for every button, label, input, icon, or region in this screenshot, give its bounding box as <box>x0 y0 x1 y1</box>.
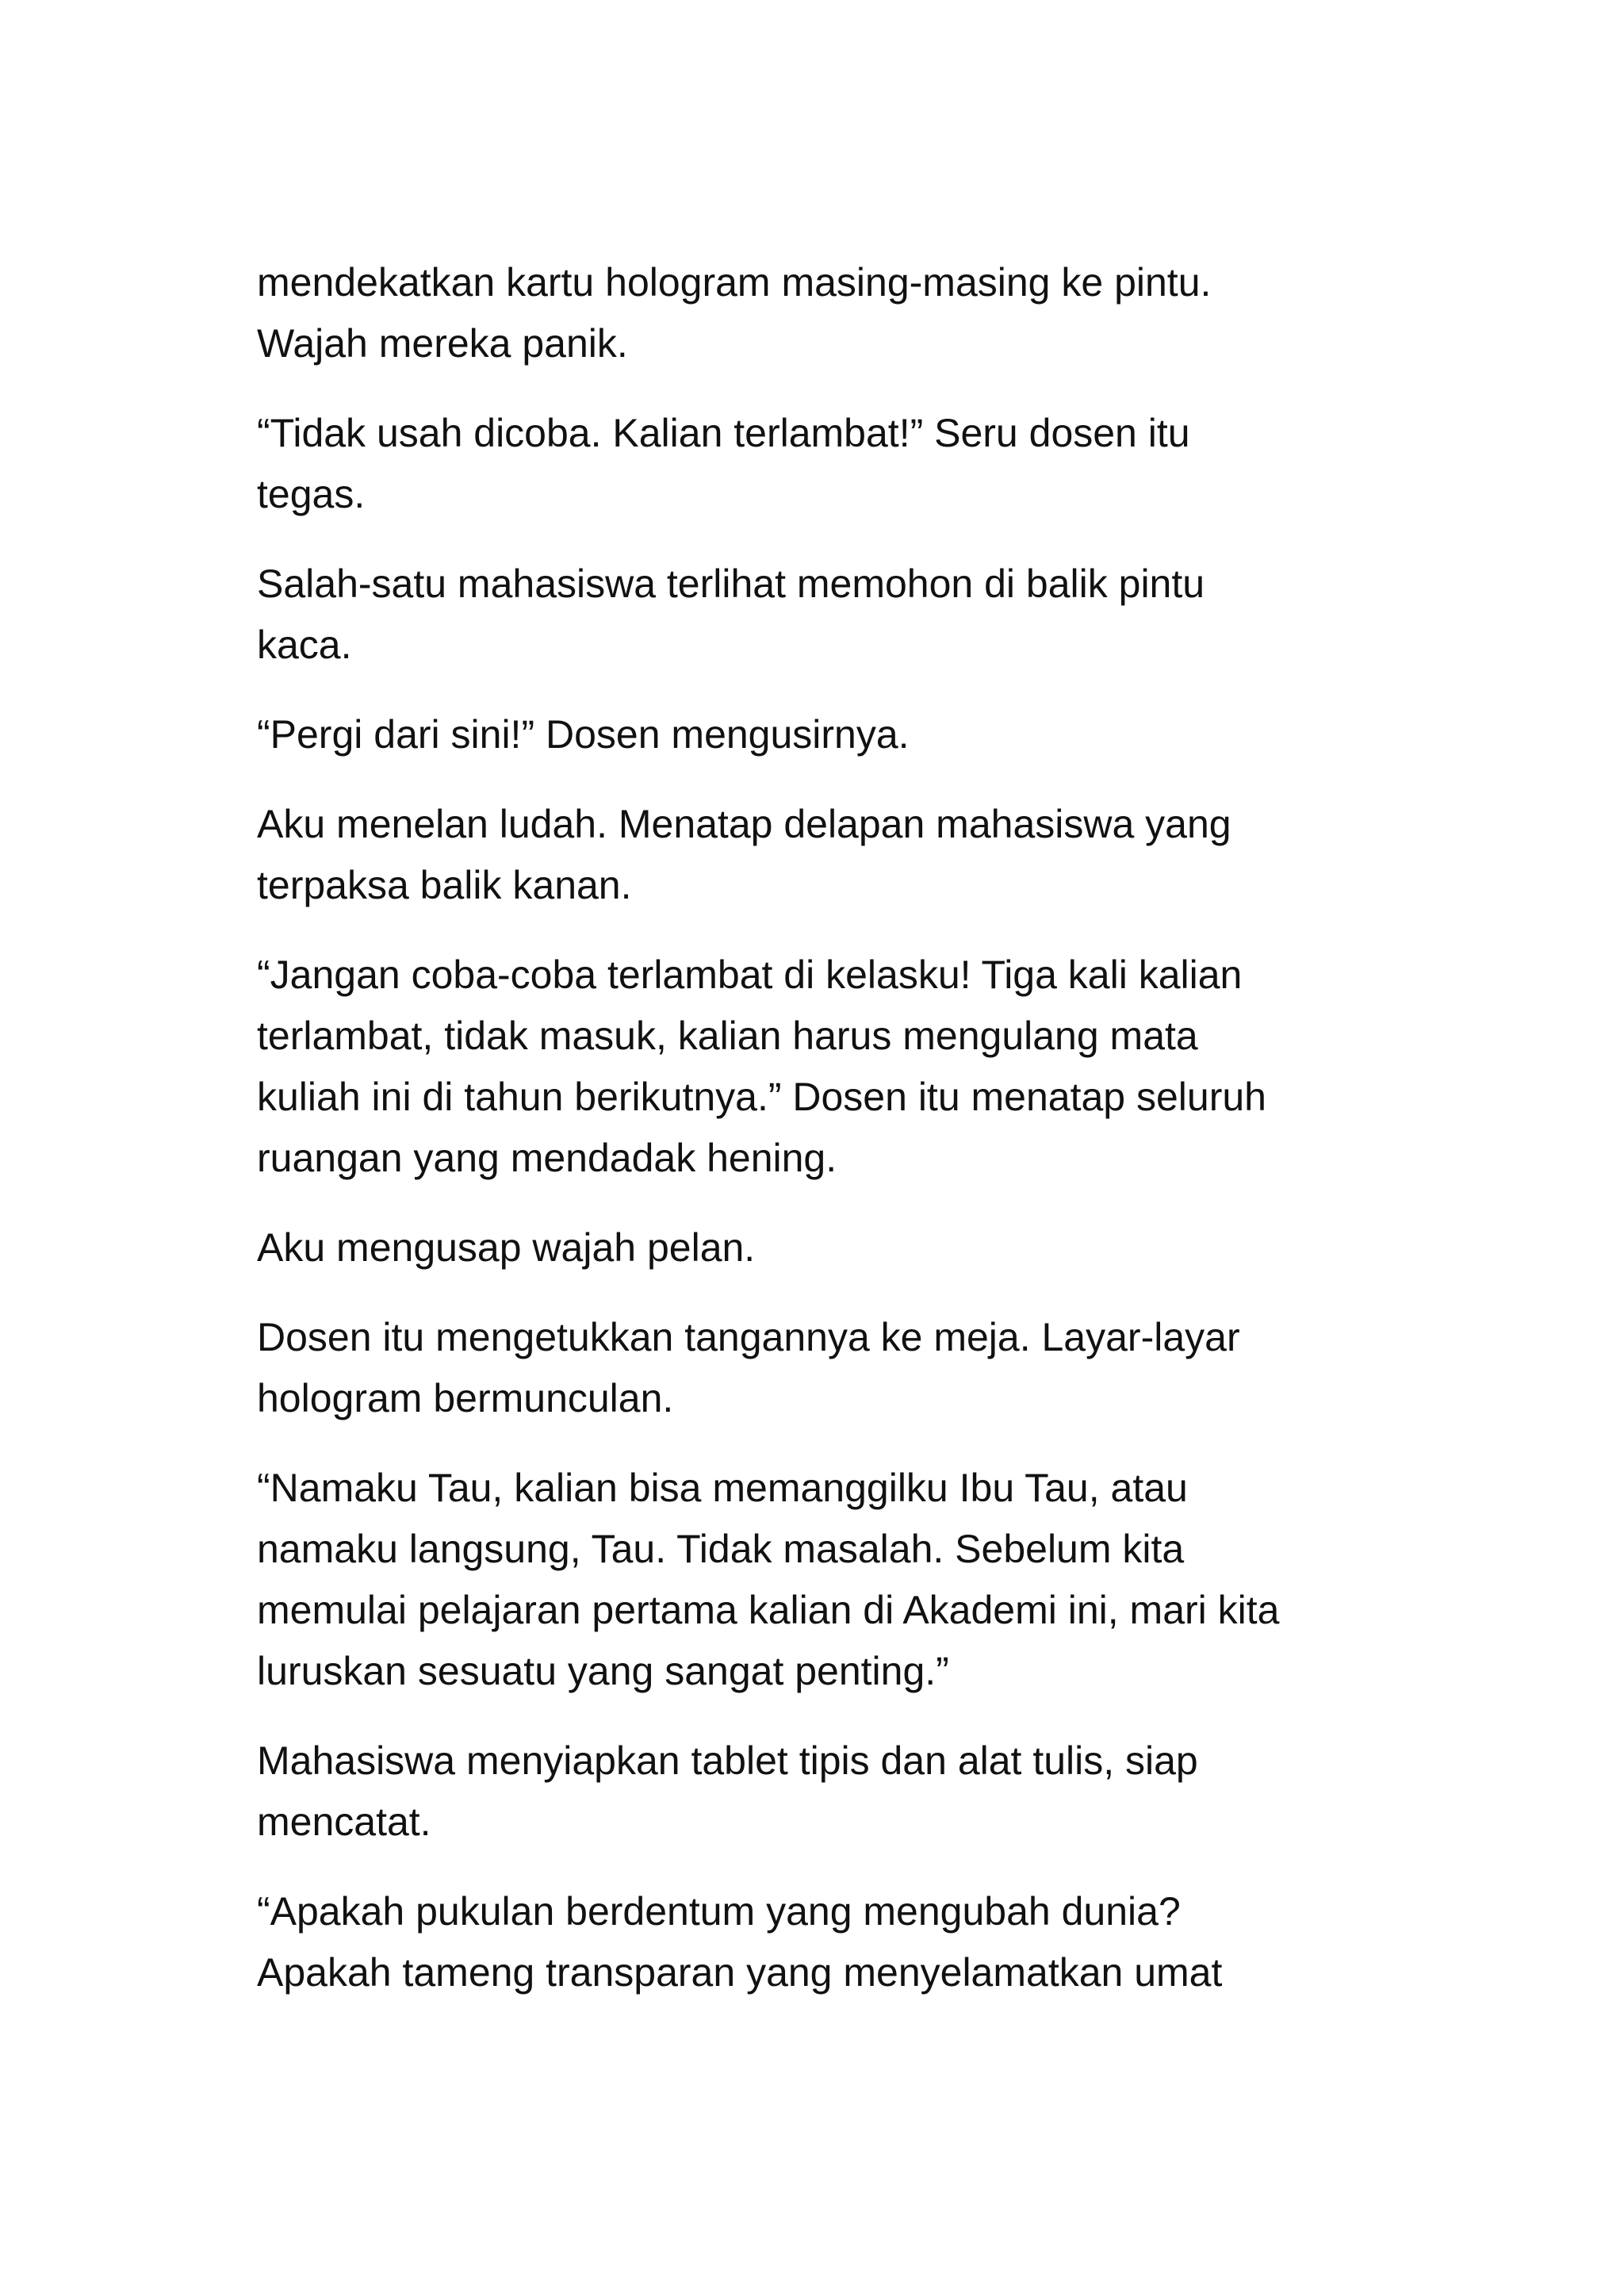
paragraph <box>257 704 1399 765</box>
text-line: kuliah ini di tahun berikutnya.” Dosen itu menatap seluruh <box>257 1075 1266 1119</box>
text-line: hologram bermunculan. <box>257 1376 674 1420</box>
text-line: “Apakah pukulan berdentum yang mengubah dunia? <box>257 1889 1181 1934</box>
text-line: mendekatkan kartu hologram masing-masing ke pintu. <box>257 260 1212 305</box>
text-line: “Jangan coba-coba terlambat di kelasku! Tiga kali kalian <box>257 953 1243 997</box>
text-line: luruskan sesuatu yang sangat penting.” <box>257 1649 949 1693</box>
text-line: tegas. <box>257 472 366 516</box>
paragraph <box>257 945 1399 1189</box>
text-line: Apakah tameng transparan yang menyelamatkan umat <box>257 1950 1223 1995</box>
text-line: Salah-satu mahasiswa terlihat memohon di balik pintu <box>257 562 1205 606</box>
text-line: Aku menelan ludah. Menatap delapan mahasiswa yang <box>257 802 1231 846</box>
text-line: “Tidak usah dicoba. Kalian terlambat!” Seru dosen itu <box>257 411 1190 455</box>
text-line: “Namaku Tau, kalian bisa memanggilku Ibu Tau, atau <box>257 1466 1188 1510</box>
body-text <box>257 252 1399 2032</box>
paragraph <box>257 1217 1399 1278</box>
text-line: Wajah mereka panik. <box>257 321 628 366</box>
text-line: namaku langsung, Tau. Tidak masalah. Sebelum kita <box>257 1527 1185 1571</box>
text-line: “Pergi dari sini!” Dosen mengusirnya. <box>257 712 910 757</box>
paragraph <box>257 403 1399 525</box>
text-line: Dosen itu mengetukkan tangannya ke meja. Layar-layar <box>257 1315 1240 1359</box>
text-line: Aku mengusap wajah pelan. <box>257 1225 756 1270</box>
text-line: kaca. <box>257 623 352 667</box>
text-line: mencatat. <box>257 1800 431 1844</box>
paragraph <box>257 1307 1399 1429</box>
paragraph <box>257 794 1399 916</box>
paragraph <box>257 1458 1399 1702</box>
paragraph <box>257 554 1399 676</box>
text-line: terpaksa balik kanan. <box>257 863 632 907</box>
paragraph <box>257 1731 1399 1853</box>
text-line: Mahasiswa menyiapkan tablet tipis dan alat tulis, siap <box>257 1738 1198 1783</box>
text-line: ruangan yang mendadak hening. <box>257 1136 837 1180</box>
text-line: terlambat, tidak masuk, kalian harus mengulang mata <box>257 1014 1198 1058</box>
text-line: memulai pelajaran pertama kalian di Akademi ini, mari kita <box>257 1588 1280 1632</box>
paragraph <box>257 1881 1399 2003</box>
paragraph <box>257 252 1399 374</box>
